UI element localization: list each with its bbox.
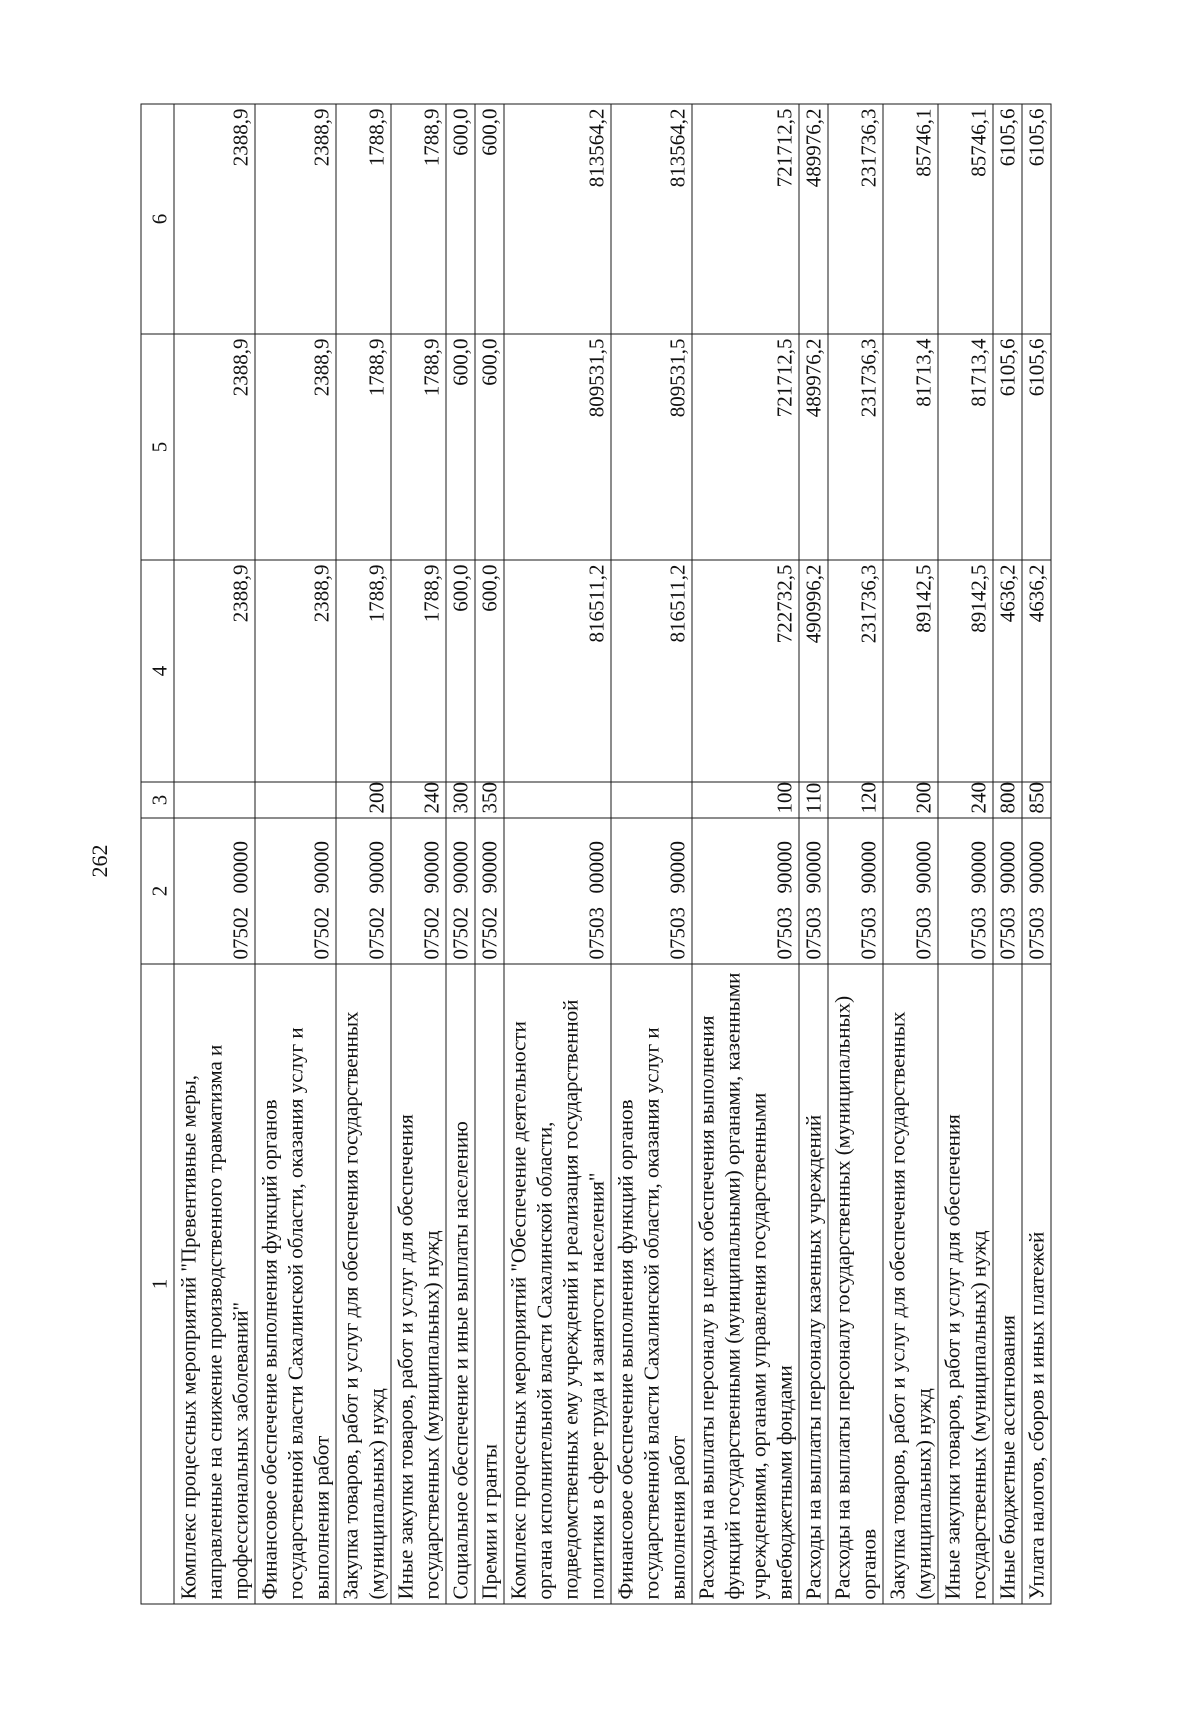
row-code-direction: 90000	[665, 841, 690, 894]
table-row	[174, 104, 255, 1604]
row-code-direction: 90000	[364, 841, 389, 894]
row-name: Финансовое обеспечение выполнения функций органов государственной власти Сахалинской области, оказания услуг и выполнения работ	[255, 964, 336, 1604]
row-value-col6: 2388,9	[255, 104, 336, 334]
table-row	[475, 104, 504, 1604]
budget-table-container	[141, 105, 1156, 1605]
row-code-program: 07503	[966, 907, 991, 960]
row-value-col4: 231736,3	[828, 560, 883, 782]
row-code-program: 07502	[419, 907, 444, 960]
row-expense-type: 120	[828, 782, 883, 818]
row-code	[391, 818, 446, 964]
row-value-col5: 600,0	[446, 334, 475, 560]
row-code-direction: 90000	[448, 841, 473, 894]
row-code-program: 07502	[309, 907, 334, 960]
row-value-col5: 6105,6	[1022, 334, 1051, 560]
row-expense-type: 200	[883, 782, 938, 818]
row-value-col5: 231736,3	[828, 334, 883, 560]
row-value-col4: 600,0	[475, 560, 504, 782]
row-value-col4: 4636,2	[993, 560, 1022, 782]
row-code-program: 07503	[856, 907, 881, 960]
page-number: 262	[87, 844, 112, 878]
row-value-col6: 6105,6	[993, 104, 1022, 334]
row-name: Иные бюджетные ассигнования	[993, 964, 1022, 1604]
budget-table	[141, 104, 1052, 1605]
row-code-direction: 90000	[477, 841, 502, 894]
row-expense-type: 110	[799, 782, 828, 818]
row-value-col5: 6105,6	[993, 334, 1022, 560]
row-name: Расходы на выплаты персоналу в целях обеспечения выполнения функций государственными (муниципальными) органами, казенными учреждениями, органами управления государственными внебюджетными фондами	[692, 964, 799, 1604]
row-value-col4: 89142,5	[938, 560, 993, 782]
row-name: Расходы на выплаты персоналу государственных (муниципальных) органов	[828, 964, 883, 1604]
row-value-col6: 489976,2	[799, 104, 828, 334]
row-name: Комплекс процессных мероприятий "Обеспечение деятельности органа исполнительной власти Сахалинской области, подведомственных ему учреждений и реализация государственной политики в сфере труда и занятости населения"	[504, 964, 611, 1604]
row-expense-type: 240	[938, 782, 993, 818]
table-row	[883, 104, 938, 1604]
row-value-col6: 85746,1	[938, 104, 993, 334]
row-value-col6: 6105,6	[1022, 104, 1051, 334]
row-name: Закупка товаров, работ и услуг для обеспечения государственных (муниципальных) нужд	[336, 964, 391, 1604]
row-code	[799, 818, 828, 964]
row-code-program: 07503	[995, 907, 1020, 960]
row-code	[336, 818, 391, 964]
row-code	[174, 818, 255, 964]
row-name: Расходы на выплаты персоналу казенных учреждений	[799, 964, 828, 1604]
row-value-col5: 600,0	[475, 334, 504, 560]
row-code	[475, 818, 504, 964]
header-col-4: 4	[141, 560, 174, 782]
row-value-col5: 2388,9	[255, 334, 336, 560]
header-col-1: 1	[141, 964, 174, 1604]
row-value-col4: 2388,9	[174, 560, 255, 782]
row-value-col6: 85746,1	[883, 104, 938, 334]
row-expense-type	[504, 782, 611, 818]
row-value-col6: 600,0	[446, 104, 475, 334]
table-row	[391, 104, 446, 1604]
row-value-col6: 600,0	[475, 104, 504, 334]
row-code	[255, 818, 336, 964]
row-value-col4: 1788,9	[391, 560, 446, 782]
row-code	[1022, 818, 1051, 964]
table-row	[799, 104, 828, 1604]
row-value-col6: 231736,3	[828, 104, 883, 334]
row-code	[938, 818, 993, 964]
row-value-col4: 89142,5	[883, 560, 938, 782]
row-name: Премии и гранты	[475, 964, 504, 1604]
row-value-col5: 809531,5	[504, 334, 611, 560]
row-name: Финансовое обеспечение выполнения функций органов государственной власти Сахалинской области, оказания услуг и выполнения работ	[611, 964, 692, 1604]
row-value-col5: 2388,9	[174, 334, 255, 560]
row-code	[883, 818, 938, 964]
row-value-col5: 81713,4	[938, 334, 993, 560]
row-value-col5: 489976,2	[799, 334, 828, 560]
table-row	[938, 104, 993, 1604]
row-code	[692, 818, 799, 964]
row-expense-type: 800	[993, 782, 1022, 818]
row-code	[504, 818, 611, 964]
row-code-direction: 90000	[309, 841, 334, 894]
table-row	[611, 104, 692, 1604]
table-row	[993, 104, 1022, 1604]
row-code-program: 07503	[911, 907, 936, 960]
row-code-direction: 90000	[995, 841, 1020, 894]
row-value-col4: 816511,2	[611, 560, 692, 782]
row-expense-type	[255, 782, 336, 818]
row-code-program: 07503	[1024, 907, 1049, 960]
row-name: Уплата налогов, сборов и иных платежей	[1022, 964, 1051, 1604]
row-value-col4: 816511,2	[504, 560, 611, 782]
row-value-col6: 1788,9	[391, 104, 446, 334]
row-code-direction: 90000	[772, 841, 797, 894]
table-row	[828, 104, 883, 1604]
row-code-program: 07502	[448, 907, 473, 960]
row-code-program: 07503	[801, 907, 826, 960]
header-col-3: 3	[141, 782, 174, 818]
row-expense-type: 100	[692, 782, 799, 818]
table-row	[692, 104, 799, 1604]
header-col-5: 5	[141, 334, 174, 560]
row-code-direction: 90000	[419, 841, 444, 894]
table-row	[255, 104, 336, 1604]
row-name: Иные закупки товаров, работ и услуг для обеспечения государственных (муниципальных) нужд	[391, 964, 446, 1604]
row-code-program: 07503	[584, 907, 609, 960]
row-code-direction: 90000	[801, 841, 826, 894]
row-value-col5: 721712,5	[692, 334, 799, 560]
table-row	[446, 104, 475, 1604]
row-value-col5: 81713,4	[883, 334, 938, 560]
row-code-program: 07502	[477, 907, 502, 960]
row-code	[611, 818, 692, 964]
row-name: Социальное обеспечение и иные выплаты населению	[446, 964, 475, 1604]
table-row	[504, 104, 611, 1604]
row-name: Комплекс процессных мероприятий "Превентивные меры, направленные на снижение производственного травматизма и профессиональных заболеваний"	[174, 964, 255, 1604]
row-value-col4: 2388,9	[255, 560, 336, 782]
row-code-program: 07503	[665, 907, 690, 960]
row-value-col5: 1788,9	[336, 334, 391, 560]
header-row	[141, 104, 174, 1604]
row-value-col4: 600,0	[446, 560, 475, 782]
row-name: Иные закупки товаров, работ и услуг для обеспечения государственных (муниципальных) нужд	[938, 964, 993, 1604]
row-code	[828, 818, 883, 964]
header-col-6: 6	[141, 104, 174, 334]
row-code-program: 07502	[364, 907, 389, 960]
row-expense-type	[611, 782, 692, 818]
row-value-col6: 721712,5	[692, 104, 799, 334]
row-name: Закупка товаров, работ и услуг для обеспечения государственных (муниципальных) нужд	[883, 964, 938, 1604]
header-col-2: 2	[141, 818, 174, 964]
row-value-col6: 813564,2	[611, 104, 692, 334]
row-expense-type	[174, 782, 255, 818]
row-code-direction: 90000	[1024, 841, 1049, 894]
table-row	[336, 104, 391, 1604]
row-code-direction: 90000	[856, 841, 881, 894]
row-value-col6: 1788,9	[336, 104, 391, 334]
row-value-col4: 490996,2	[799, 560, 828, 782]
row-value-col6: 813564,2	[504, 104, 611, 334]
row-value-col5: 809531,5	[611, 334, 692, 560]
row-code-direction: 00000	[228, 841, 253, 894]
row-code-direction: 90000	[966, 841, 991, 894]
row-value-col4: 722732,5	[692, 560, 799, 782]
row-code-direction: 00000	[584, 841, 609, 894]
row-expense-type: 300	[446, 782, 475, 818]
row-code	[993, 818, 1022, 964]
row-expense-type: 240	[391, 782, 446, 818]
row-code-direction: 90000	[911, 841, 936, 894]
row-value-col5: 1788,9	[391, 334, 446, 560]
row-code	[446, 818, 475, 964]
table-body	[174, 104, 1051, 1604]
table-row	[1022, 104, 1051, 1604]
row-value-col4: 1788,9	[336, 560, 391, 782]
row-value-col6: 2388,9	[174, 104, 255, 334]
row-expense-type: 350	[475, 782, 504, 818]
row-value-col4: 4636,2	[1022, 560, 1051, 782]
row-code-program: 07503	[772, 907, 797, 960]
row-code-program: 07502	[228, 907, 253, 960]
row-expense-type: 850	[1022, 782, 1051, 818]
row-expense-type: 200	[336, 782, 391, 818]
